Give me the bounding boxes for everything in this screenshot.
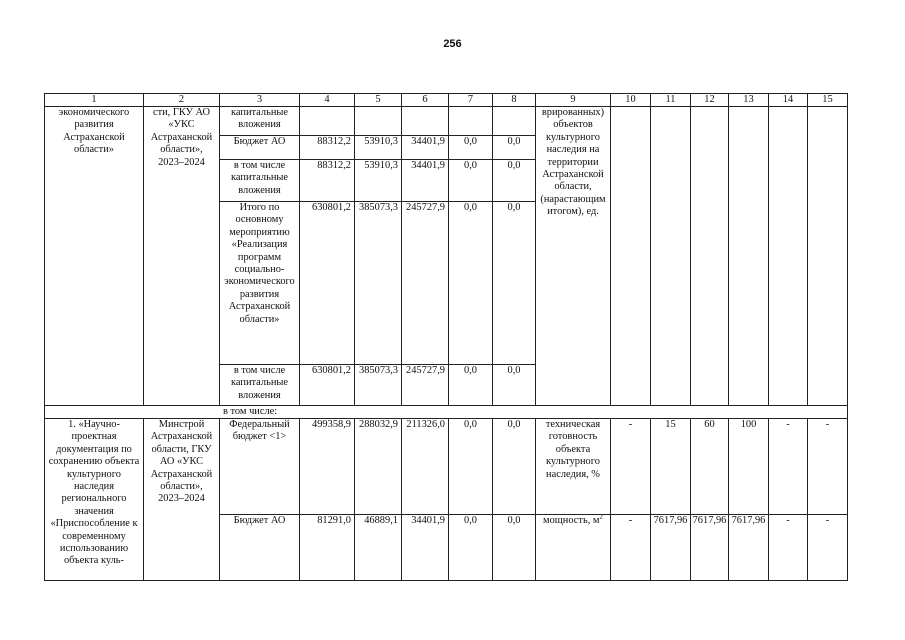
cell-value: 46889,1 — [355, 515, 402, 581]
col-header: 9 — [536, 94, 611, 107]
cell-value: 53910,3 — [355, 160, 402, 202]
cell-value: 88312,2 — [300, 160, 355, 202]
col-header: 1 — [45, 94, 144, 107]
cell-value: - — [611, 419, 651, 515]
cell-value: 0,0 — [449, 136, 493, 160]
table-row — [45, 107, 848, 136]
col-header: 8 — [493, 94, 536, 107]
page-number: 256 — [443, 38, 462, 50]
cell-value: 0,0 — [493, 419, 536, 515]
cell-value: - — [769, 419, 808, 515]
table-row — [45, 406, 848, 419]
cell-col3: в том числе капитальные вложения — [220, 160, 300, 202]
cell-value: 211326,0 — [402, 419, 449, 515]
cell-col1: экономического развития Астраханской области» — [45, 107, 144, 406]
cell-value: 0,0 — [449, 419, 493, 515]
cell-value: 34401,9 — [402, 160, 449, 202]
cell-empty — [691, 107, 729, 406]
col-header: 15 — [808, 94, 848, 107]
cell-empty — [611, 107, 651, 406]
cell-col3: в том числе капитальные вложения — [220, 365, 300, 406]
cell-value: 0,0 — [449, 365, 493, 406]
cell-value: 81291,0 — [300, 515, 355, 581]
cell-empty — [449, 107, 493, 136]
cell-empty — [769, 107, 808, 406]
cell-value: 88312,2 — [300, 136, 355, 160]
cell-value: 385073,3 — [355, 365, 402, 406]
col-header: 6 — [402, 94, 449, 107]
col-header: 4 — [300, 94, 355, 107]
cell-value: 0,0 — [493, 365, 536, 406]
cell-value: 288032,9 — [355, 419, 402, 515]
col-header: 10 — [611, 94, 651, 107]
cell-value: 630801,2 — [300, 202, 355, 365]
indicator-text: мощность, м — [543, 515, 600, 526]
cell-col3: капитальные вложения — [220, 107, 300, 136]
cell-value: 53910,3 — [355, 136, 402, 160]
cell-value: 7617,96 — [651, 515, 691, 581]
unit-superscript: 2 — [599, 514, 603, 521]
cell-col2: Минстрой Астраханской области, ГКУ АО «УКС Астраханской области», 2023–2024 — [144, 419, 220, 581]
table-row — [45, 419, 848, 515]
cell-value: 0,0 — [449, 160, 493, 202]
cell-value: 0,0 — [493, 160, 536, 202]
cell-value: 0,0 — [493, 136, 536, 160]
cell-value: 7617,96 — [729, 515, 769, 581]
cell-value: 0,0 — [449, 202, 493, 365]
cell-empty — [355, 107, 402, 136]
cell-value: 7617,96 — [691, 515, 729, 581]
cell-indicator: техническая готовность объекта культурного наследия, % — [536, 419, 611, 515]
cell-value: 385073,3 — [355, 202, 402, 365]
col-header: 14 — [769, 94, 808, 107]
cell-value: - — [769, 515, 808, 581]
cell-indicator — [536, 515, 611, 581]
cell-empty — [808, 107, 848, 406]
cell-value: 630801,2 — [300, 365, 355, 406]
cell-value: 34401,9 — [402, 136, 449, 160]
cell-col3: Бюджет АО — [220, 136, 300, 160]
cell-value: 0,0 — [493, 202, 536, 365]
col-header: 5 — [355, 94, 402, 107]
col-header: 13 — [729, 94, 769, 107]
subtotal-label: в том числе: — [45, 406, 848, 419]
budget-table — [44, 93, 848, 581]
cell-empty — [729, 107, 769, 406]
cell-col9: врированных) объектов культурного наследия на территории Астраханской области, (нарастающим итогом), ед. — [536, 107, 611, 406]
col-header: 2 — [144, 94, 220, 107]
col-header: 12 — [691, 94, 729, 107]
cell-empty — [651, 107, 691, 406]
cell-empty — [402, 107, 449, 136]
cell-value: 60 — [691, 419, 729, 515]
cell-col2: сти, ГКУ АО «УКС Астраханской области», 2023–2024 — [144, 107, 220, 406]
cell-col3: Федеральный бюджет <1> — [220, 419, 300, 515]
cell-value: 15 — [651, 419, 691, 515]
cell-col1: 1. «Научно-проектная документация по сохранению объекта культурного наследия регионального значения «Приспособление к современному использованию объекта куль- — [45, 419, 144, 581]
cell-value: 0,0 — [493, 515, 536, 581]
cell-empty — [300, 107, 355, 136]
cell-value: 245727,9 — [402, 365, 449, 406]
col-header: 3 — [220, 94, 300, 107]
cell-value: 34401,9 — [402, 515, 449, 581]
column-number-row — [45, 94, 848, 107]
cell-value: - — [808, 515, 848, 581]
cell-value: 245727,9 — [402, 202, 449, 365]
col-header: 11 — [651, 94, 691, 107]
cell-value: - — [611, 515, 651, 581]
cell-col3: Бюджет АО — [220, 515, 300, 581]
cell-value: - — [808, 419, 848, 515]
cell-value: 100 — [729, 419, 769, 515]
cell-empty — [493, 107, 536, 136]
cell-col3: Итого по основному мероприятию «Реализация программ социально-экономического развития Астраханской области» — [220, 202, 300, 365]
cell-value: 0,0 — [449, 515, 493, 581]
col-header: 7 — [449, 94, 493, 107]
cell-value: 499358,9 — [300, 419, 355, 515]
